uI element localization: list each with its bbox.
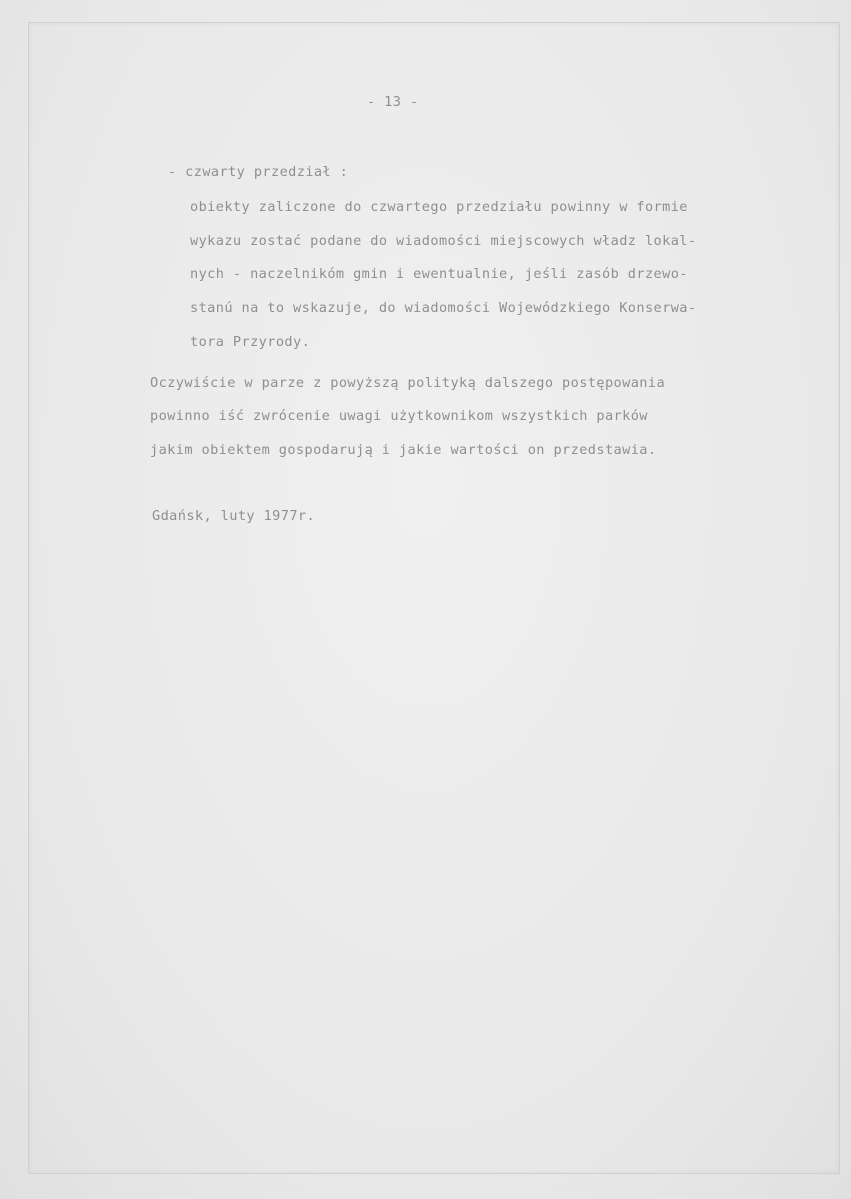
paragraph2-line: powinno iść zwrócenie uwagi użytkownikom wszystkich parków [150,408,648,424]
signoff-place-date: Gdańsk, luty 1977r. [152,508,316,524]
page-number: - 13 - [367,94,419,110]
paragraph2-line: jakim obiektem gospodarują i jakie wartości on przedstawia. [150,442,657,458]
page-border [28,22,840,1174]
paragraph1-line: tora Przyrody. [190,334,311,350]
paragraph1-line: stanú na to wskazuje, do wiadomości Wojewódzkiego Konserwa- [190,300,697,316]
paragraph2-line: Oczywiście w parze z powyższą polityką dalszego postępowania [150,375,666,391]
paragraph1-line: nych - naczelnikóm gmin i ewentualnie, jeśli zasób drzewo- [190,266,688,282]
paragraph1-line: obiekty zaliczone do czwartego przedziału powinny w formie [190,199,688,215]
paragraph1-line: wykazu zostać podane do wiadomości miejscowych władz lokal- [190,233,697,249]
section-heading: - czwarty przedział : [168,164,349,180]
